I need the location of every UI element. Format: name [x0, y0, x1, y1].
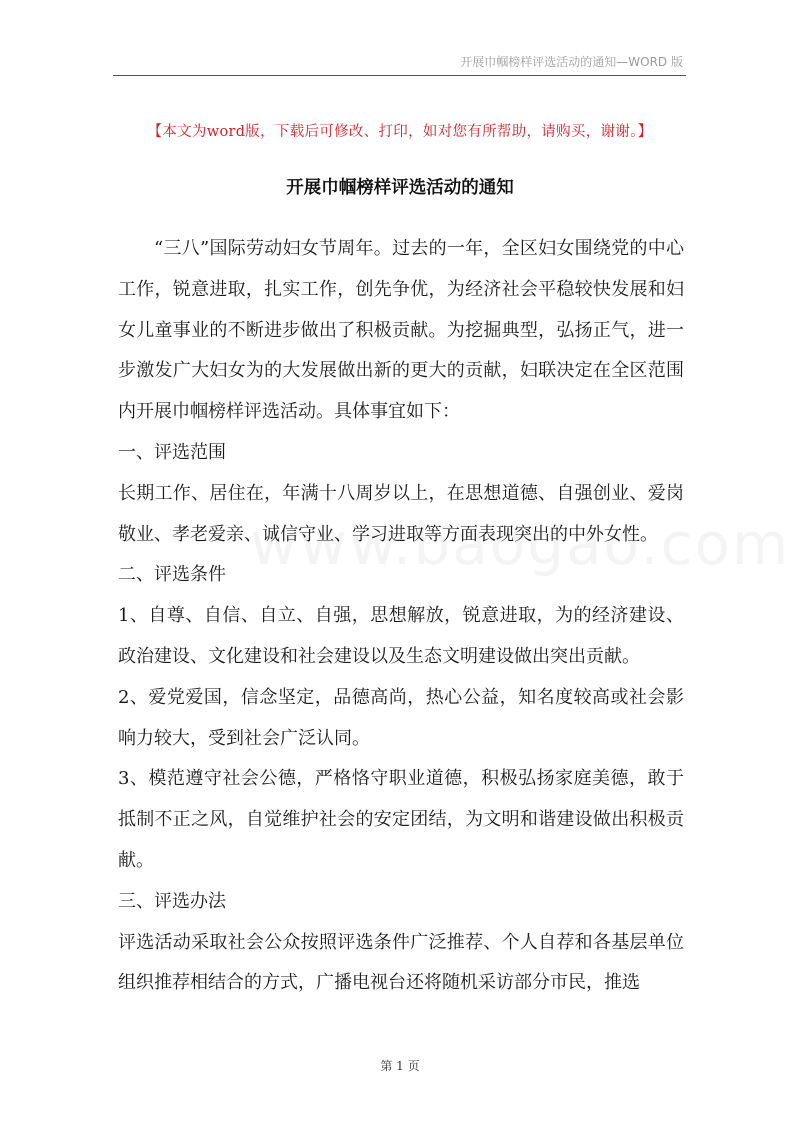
- list-item: 1、自尊、自信、自立、自强，思想解放，锐意进取，为的经济建设、政治建设、文化建设和社会建设以及生态文明建设做出突出贡献。: [118, 605, 684, 667]
- section-heading: 三、评选办法: [118, 890, 226, 912]
- page-number: 第 1 页: [380, 1059, 420, 1073]
- document-title: 开展巾帼榜样评选活动的通知: [286, 178, 514, 198]
- section-heading: 一、评选范围: [118, 441, 226, 463]
- section-heading: 二、评选条件: [118, 564, 226, 586]
- document-body: [118, 229, 684, 1004]
- list-item: 3、模范遵守社会公德，严格恪守职业道德，积极弘扬家庭美德，敢于抵制不正之风，自觉维护社会的安定团结，为文明和谐建设做出积极贡献。: [118, 768, 684, 871]
- body-paragraph: 评选活动采取社会公众按照评选条件广泛推荐、个人自荐和各基层单位组织推荐相结合的方式，广播电视台还将随机采访部分市民，推选: [118, 931, 684, 994]
- intro-paragraph: “三八”国际劳动妇女节周年。过去的一年，全区妇女围绕党的中心工作，锐意进取，扎实工作，创先争优，为经济社会平稳较快发展和妇女儿童事业的不断进步做出了积极贡献。为挖掘典型，弘扬正气，进一步激发广大妇女为的大发展做出新的更大的贡献，妇联决定在全区范围内开展巾帼榜样评选活动。具体事宜如下：: [118, 238, 684, 423]
- header-rule: [113, 75, 686, 76]
- page-header-title: 开展巾帼榜样评选活动的通知—WORD 版: [460, 55, 683, 69]
- list-item: 2、爱党爱国，信念坚定，品德高尚，热心公益，知名度较高或社会影响力较大，受到社会广泛认同。: [118, 686, 684, 749]
- purchase-notice: 【本文为word版，下载后可修改、打印，如对您有所帮助，请购买，谢谢。】: [147, 124, 653, 140]
- body-paragraph: 长期工作、居住在，年满十八周岁以上，在思想道德、自强创业、爱岗敬业、孝老爱亲、诚信守业、学习进取等方面表现突出的中外女性。: [118, 482, 684, 545]
